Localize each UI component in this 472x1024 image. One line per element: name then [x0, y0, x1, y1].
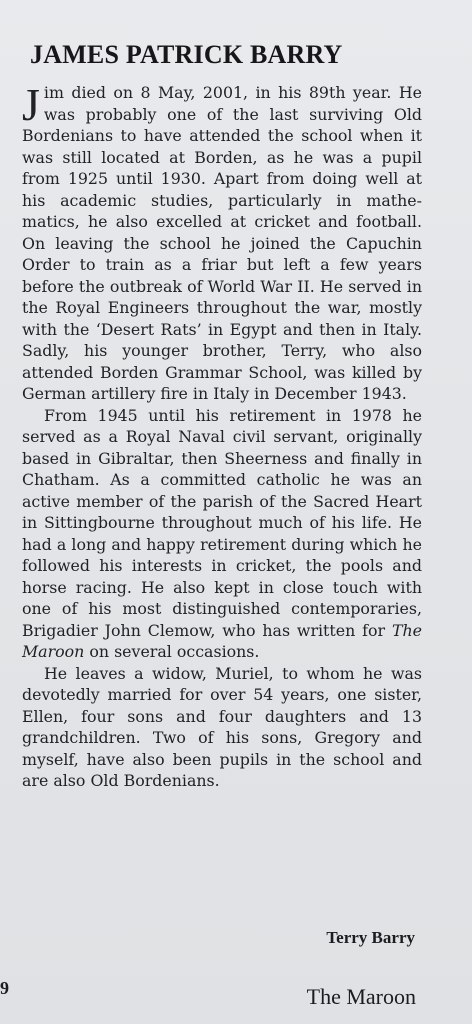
drop-cap: J: [22, 79, 40, 130]
publication-title-italic: The Maroon: [22, 620, 422, 661]
paragraph-2-text-start: From 1945 until his retirement in 1978 he served as a Royal Naval civil servant, originally based in Gibraltar, then Sheerness and finally in Chatham. As a committed catholic he was an active member of the parish of the Sacred Heart in Sittingbourne throughout much of his life. He had a long and happy retirement during which he followed his interests in cricket, the pools and horse racing. He also kept in close touch with one of his most distinguished contemporaries, Brigadier John Clemow, who has written for: [22, 405, 422, 640]
paragraph-1: [22, 79, 422, 405]
paragraph-3: He leaves a widow, Muriel, to whom he was devotedly married for over 54 years, one sister, Ellen, four sons and four daughters and 13 grandchildren. Two of his sons, Gregory and myself, have also been pupils in the school and are also Old Bordenians.: [22, 663, 422, 790]
author-signature: Terry Barry: [326, 928, 415, 947]
article-body: [22, 79, 422, 792]
paragraph-2: [22, 405, 422, 663]
paragraph-1-text: im died on 8 May, 2001, in his 89th year. He was probably one of the last surviving Old Bordenians to have attended the school when it was still located at Borden, as he was a pupil from 1925 until 1930. Apart from doing well at his academic studies, particularly in mathematics, he also excelled at cricket and football. On leaving the school he joined the Capuchin Order to train as a friar but left a few years before the outbreak of World War II. He served in the Royal Engineers throughout the war, mostly with the ‘Desert Rats’ in Egypt and then in Italy. Sadly, his younger brother, Terry, who also attended Borden Grammar School, was killed by German artillery fire in Italy in December 1943.: [22, 83, 422, 403]
page-number: 9: [0, 978, 9, 998]
paragraph-2-text-end: on several occasions.: [84, 642, 260, 661]
article-title: JAMES PATRICK BARRY: [30, 40, 343, 69]
publication-name: The Maroon: [306, 984, 416, 1009]
